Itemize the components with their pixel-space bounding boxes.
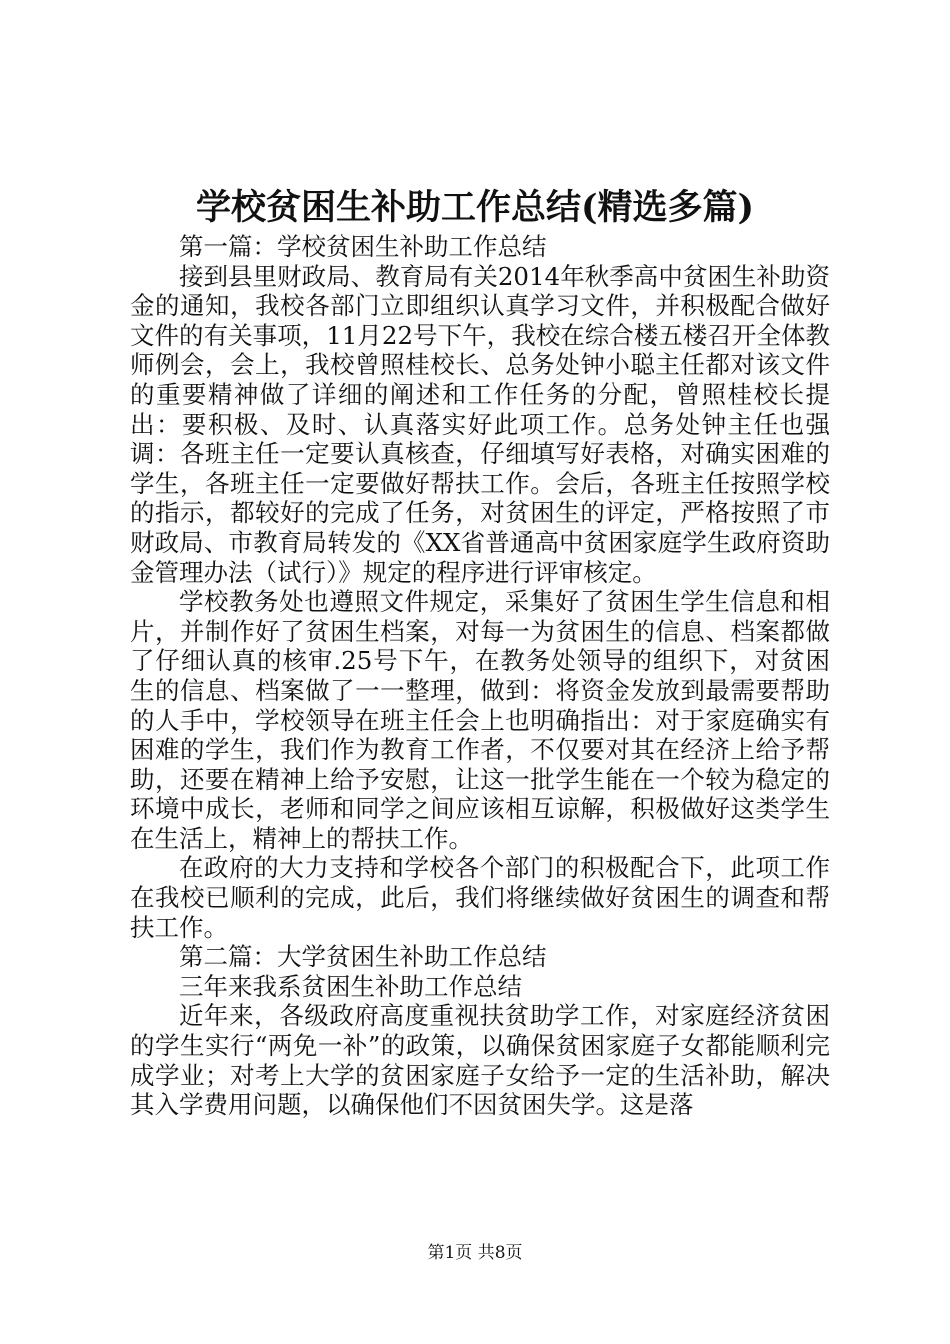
paragraph: 学校教务处也遵照文件规定，采集好了贫困生学生信息和相片，并制作好了贫困生档案，对每一为贫困生的信息、档案都做了仔细认真的核审.25号下午，在教务处领导的组织下，对贫困生的信息、档案做了一一整理，做到：将资金发放到最需要帮助的人手中，学校领导在班主任会上也明确指出：对于家庭确实有困难的学生，我们作为教育工作者，不仅要对其在经济上给予帮助，还要在精神上给予安慰，让这一批学生能在一个较为稳定的环境中成长，老师和同学之间应该相互谅解，积极做好这类学生在生活上，精神上的帮扶工作。 — [130, 587, 830, 853]
paragraph: 在政府的大力支持和学校各个部门的积极配合下，此项工作在我校已顺利的完成，此后，我们将继续做好贫困生的调查和帮扶工作。 — [130, 853, 830, 942]
subheading: 三年来我系贫困生补助工作总结 — [179, 971, 522, 1001]
document-title: 学校贫困生补助工作总结(精选多篇) — [195, 187, 755, 228]
document-body — [130, 232, 830, 1120]
section-heading-1: 第一篇：学校贫困生补助工作总结 — [179, 232, 547, 261]
page-number-footer: 第1页 共8页 — [427, 1243, 523, 1263]
paragraph: 接到县里财政局、教育局有关2014年秋季高中贫困生补助资金的通知，我校各部门立即组织认真学习文件，并积极配合做好文件的有关事项，11月22号下午，我校在综合楼五楼召开全体教师例会，会上，我校曾照桂校长、总务处钟小聪主任都对该文件的重要精神做了详细的阐述和工作任务的分配，曾照桂校长提出：要积极、及时、认真落实好此项工作。总务处钟主任也强调：各班主任一定要认真核查，仔细填写好表格，对确实困难的学生，各班主任一定要做好帮扶工作。会后，各班主任按照学校的指示，都较好的完成了任务，对贫困生的评定，严格按照了市财政局、市教育局转发的《XX省普通高中贫困家庭学生政府资助金管理办法（试行）》规定的程序进行评审核定。 — [130, 261, 830, 587]
paragraph: 近年来，各级政府高度重视扶贫助学工作，对家庭经济贫困的学生实行“两免一补”的政策，以确保贫困家庭子女都能顺利完成学业；对考上大学的贫困家庭子女给予一定的生活补助，解决其入学费用问题，以确保他们不因贫困失学。这是落 — [130, 1001, 830, 1120]
section-heading-2: 第二篇：大学贫困生补助工作总结 — [179, 942, 547, 972]
